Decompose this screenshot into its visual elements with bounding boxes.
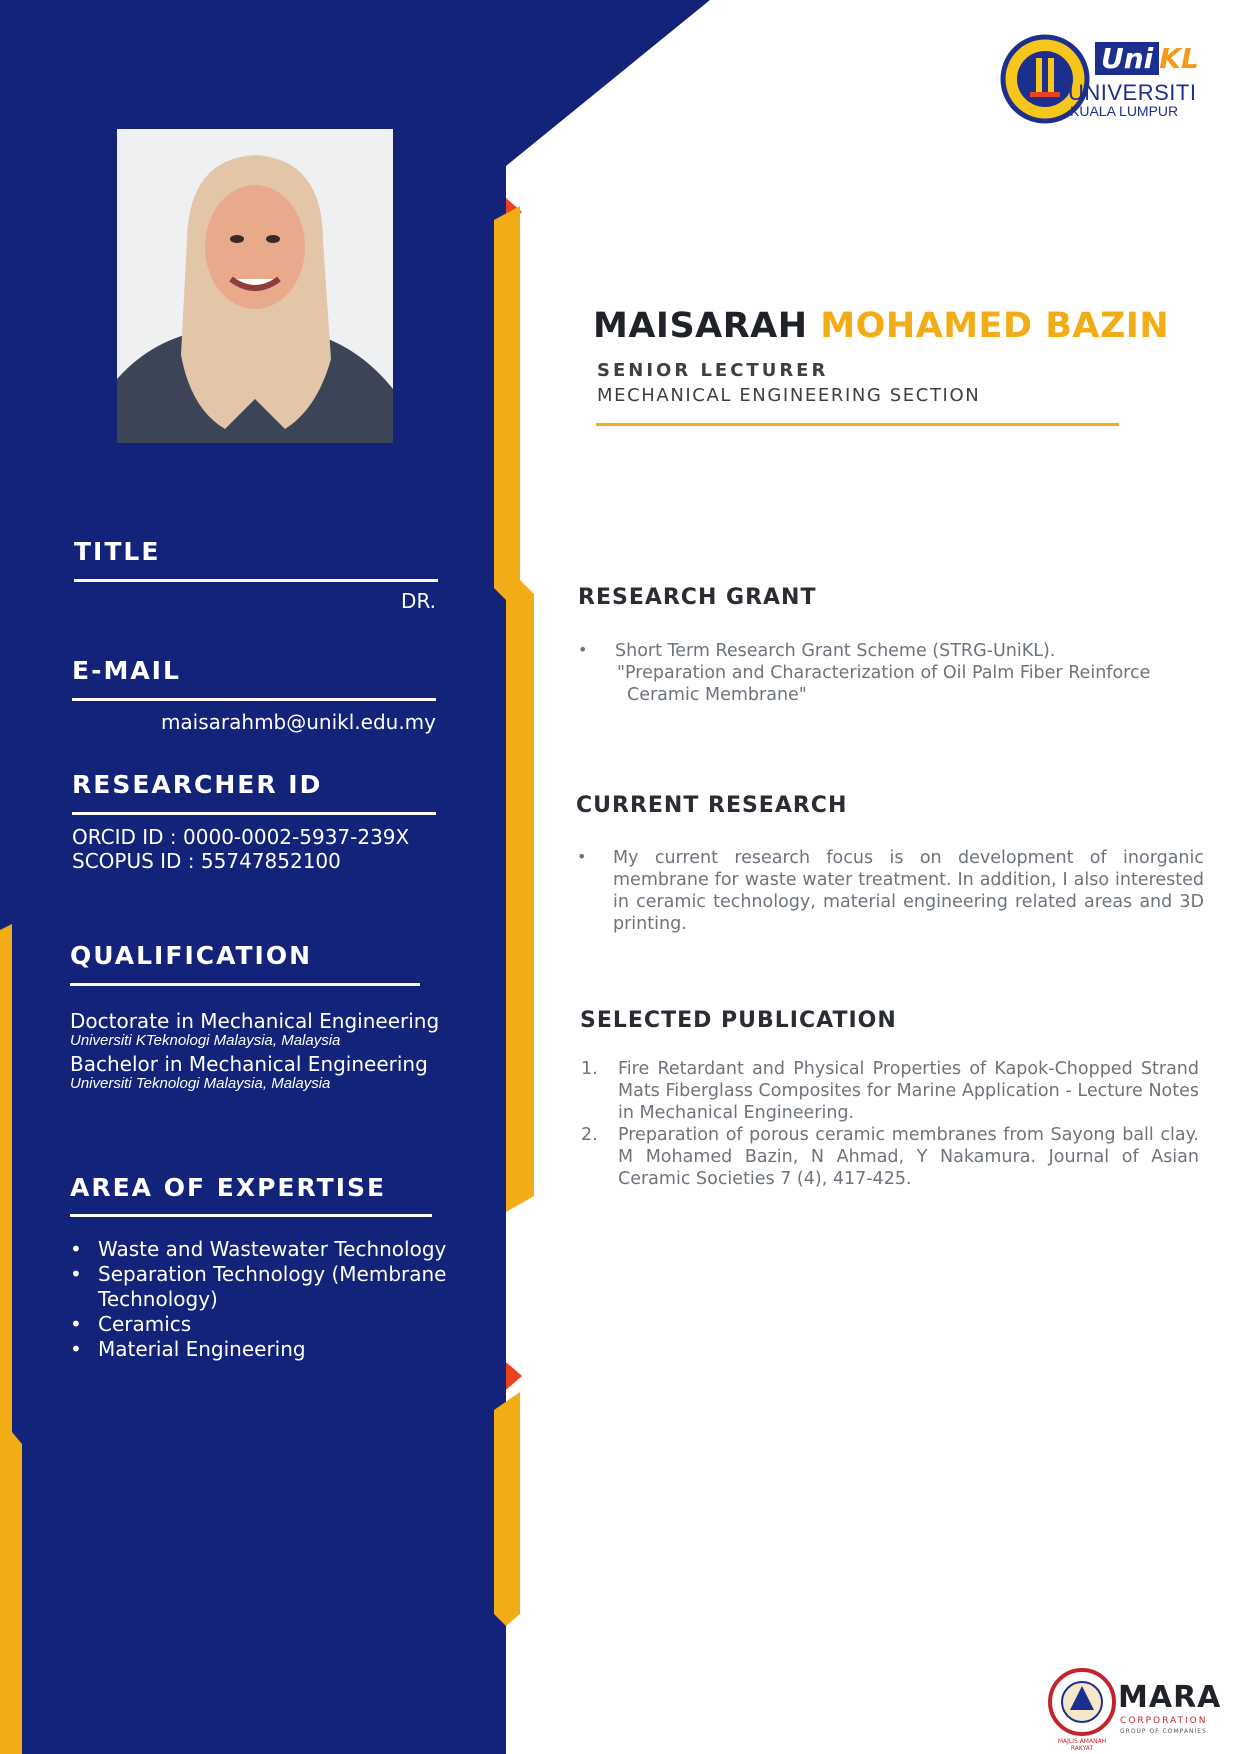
qualification-degree: Bachelor in Mechanical Engineering: [70, 1052, 428, 1076]
unikl-wordmark: [1095, 42, 1199, 75]
title-value: DR.: [401, 589, 436, 613]
bullet-icon: •: [578, 640, 588, 659]
list-item: • Material Engineering: [70, 1337, 306, 1361]
list-item: Technology): [98, 1287, 218, 1311]
qualification-heading: QUALIFICATION: [70, 941, 313, 970]
first-name: MAISARAH: [593, 306, 808, 346]
profile-photo: [117, 129, 393, 443]
name-underline: [596, 423, 1119, 426]
mara-corporation-text: CORPORATION: [1120, 1716, 1208, 1726]
researcher-id-heading: RESEARCHER ID: [72, 770, 323, 799]
red-accent-bottom: [506, 1362, 522, 1390]
yellow-strip-lower: [494, 1392, 520, 1626]
publication-item: Preparation of porous ceramic membranes from Sayong ball clay. M Mohamed Bazin, N Ahmad, Y Nakamura. Journal of Asian Ceramic Societies 7 (4), 417-425.: [618, 1125, 1199, 1189]
unikl-line1: UNIVERSITI: [1068, 80, 1197, 105]
grant-line: Ceramic Membrane": [627, 685, 807, 705]
qualification-institution: Universiti KTeknologi Malaysia, Malaysia: [70, 1032, 341, 1049]
current-research-text: My current research focus is on development of inorganic membrane for waste water treatment. In addition, I also interested in ceramic technology, material engineering related areas and 3D printing.: [613, 848, 1204, 934]
publication-number: 1.: [581, 1059, 598, 1079]
grant-line: Short Term Research Grant Scheme (STRG-UniKL).: [615, 641, 1056, 661]
orcid-id: ORCID ID : 0000-0002-5937-239X: [72, 825, 410, 849]
email-heading: E-MAIL: [72, 656, 181, 685]
email-value[interactable]: maisarahmb@unikl.edu.my: [160, 710, 436, 734]
expertise-rule: [70, 1214, 432, 1217]
profile-section: MECHANICAL ENGINEERING SECTION: [597, 385, 981, 406]
publication-number: 2.: [581, 1125, 598, 1145]
scopus-id: SCOPUS ID : 55747852100: [72, 849, 341, 873]
title-rule: [74, 579, 438, 582]
list-item: • Waste and Wastewater Technology: [70, 1237, 447, 1261]
qualification-rule: [70, 983, 420, 986]
qualification-degree: Doctorate in Mechanical Engineering: [70, 1009, 440, 1033]
mara-seal-logo: [1048, 1668, 1116, 1736]
mara-group-text: GROUP OF COMPANIES: [1120, 1728, 1207, 1735]
current-research-heading: CURRENT RESEARCH: [576, 793, 848, 818]
unikl-line2: KUALA LUMPUR: [1070, 103, 1179, 119]
research-grant-heading: RESEARCH GRANT: [578, 585, 817, 610]
last-name: MOHAMED BAZIN: [820, 306, 1170, 346]
unikl-kl-text: KL: [1159, 42, 1199, 75]
list-item: • Ceramics: [70, 1312, 192, 1336]
list-item: • Separation Technology (Membrane: [70, 1262, 447, 1286]
profile-role: SENIOR LECTURER: [597, 360, 829, 381]
publication-item: Fire Retardant and Physical Properties of Kapok-Chopped Strand Mats Fiberglass Composites for Marine Application - Lecture Notes in Mechanical Engineering.: [618, 1059, 1199, 1123]
mara-wordmark: MARA: [1118, 1680, 1222, 1715]
email-rule: [72, 698, 436, 701]
researcher-id-rule: [72, 812, 436, 815]
mara-seal-text: MAJLIS AMANAH RAKYAT: [1057, 1738, 1107, 1752]
selected-publication-heading: SELECTED PUBLICATION: [580, 1008, 897, 1033]
unikl-uni-text: Uni: [1095, 42, 1159, 75]
qualification-institution: Universiti Teknologi Malaysia, Malaysia: [70, 1075, 331, 1092]
expertise-heading: AREA OF EXPERTISE: [70, 1173, 387, 1202]
expertise-list: [70, 1237, 447, 1362]
grant-line: "Preparation and Characterization of Oil Palm Fiber Reinforce: [617, 663, 1151, 683]
title-heading: TITLE: [74, 537, 161, 566]
profile-name: [593, 306, 1169, 346]
bullet-icon: •: [577, 847, 587, 866]
